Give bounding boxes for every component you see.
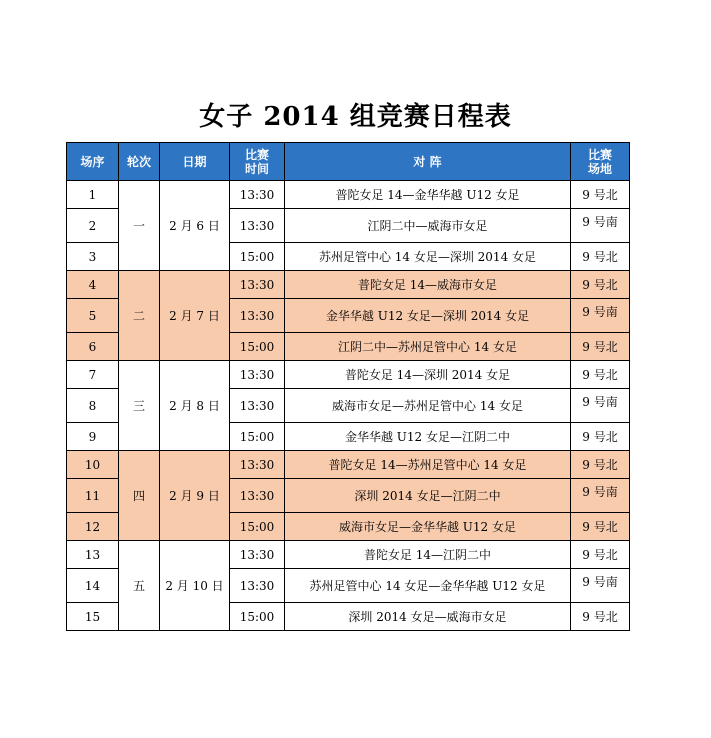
match-no: 2	[67, 209, 119, 243]
header-time-line1: 比赛	[244, 147, 269, 162]
matchup-cell: 深圳 2014 女足—威海市女足	[285, 603, 571, 631]
time-cell: 15:00	[230, 243, 285, 271]
table-row	[67, 181, 630, 209]
date-cell: 2 月 6 日	[160, 181, 230, 271]
table-row	[67, 361, 630, 389]
venue-cell: 9 号南	[571, 569, 630, 603]
time-cell: 13:30	[230, 181, 285, 209]
round-cell: 三	[119, 361, 160, 451]
matchup-cell: 普陀女足 14—威海市女足	[285, 271, 571, 299]
matchup-cell: 深圳 2014 女足—江阴二中	[285, 479, 571, 513]
time-cell: 13:30	[230, 569, 285, 603]
match-no: 14	[67, 569, 119, 603]
match-no: 4	[67, 271, 119, 299]
match-no: 11	[67, 479, 119, 513]
schedule-table	[66, 142, 630, 631]
venue-cell: 9 号南	[571, 299, 630, 333]
time-cell: 13:30	[230, 209, 285, 243]
matchup-cell: 普陀女足 14—深圳 2014 女足	[285, 361, 571, 389]
matchup-cell: 苏州足管中心 14 女足—深圳 2014 女足	[285, 243, 571, 271]
venue-cell: 9 号南	[571, 479, 630, 513]
match-no: 12	[67, 513, 119, 541]
header-date: 日期	[160, 143, 230, 181]
header-round: 轮次	[119, 143, 160, 181]
venue-cell: 9 号北	[571, 271, 630, 299]
match-no: 1	[67, 181, 119, 209]
header-venue-line2: 场地	[587, 161, 612, 176]
matchup-cell: 威海市女足—苏州足管中心 14 女足	[285, 389, 571, 423]
matchup-cell: 苏州足管中心 14 女足—金华华越 U12 女足	[285, 569, 571, 603]
time-cell: 15:00	[230, 513, 285, 541]
matchup-cell: 普陀女足 14—金华华越 U12 女足	[285, 181, 571, 209]
matchup-cell: 普陀女足 14—江阴二中	[285, 541, 571, 569]
header-match-no: 场序	[67, 143, 119, 181]
time-cell: 13:30	[230, 299, 285, 333]
matchup-cell: 江阴二中—威海市女足	[285, 209, 571, 243]
venue-cell: 9 号北	[571, 361, 630, 389]
time-cell: 13:30	[230, 541, 285, 569]
venue-cell: 9 号北	[571, 603, 630, 631]
date-cell: 2 月 9 日	[160, 451, 230, 541]
match-no: 8	[67, 389, 119, 423]
round-cell: 二	[119, 271, 160, 361]
venue-cell: 9 号北	[571, 181, 630, 209]
match-no: 10	[67, 451, 119, 479]
venue-cell: 9 号北	[571, 541, 630, 569]
header-time	[230, 143, 285, 181]
match-no: 3	[67, 243, 119, 271]
match-no: 7	[67, 361, 119, 389]
time-cell: 13:30	[230, 451, 285, 479]
page-title: 女子 2014 组竞赛日程表	[199, 102, 512, 132]
venue-cell: 9 号北	[571, 513, 630, 541]
time-cell: 15:00	[230, 603, 285, 631]
table-row	[67, 271, 630, 299]
round-cell: 四	[119, 451, 160, 541]
time-cell: 13:30	[230, 479, 285, 513]
venue-cell: 9 号北	[571, 243, 630, 271]
match-no: 9	[67, 423, 119, 451]
matchup-cell: 普陀女足 14—苏州足管中心 14 女足	[285, 451, 571, 479]
venue-cell: 9 号南	[571, 209, 630, 243]
time-cell: 13:30	[230, 271, 285, 299]
date-cell: 2 月 8 日	[160, 361, 230, 451]
matchup-cell: 江阴二中—苏州足管中心 14 女足	[285, 333, 571, 361]
header-time-line2: 时间	[244, 161, 269, 176]
table-row	[67, 541, 630, 569]
match-no: 15	[67, 603, 119, 631]
venue-cell: 9 号北	[571, 333, 630, 361]
table-row	[67, 451, 630, 479]
date-cell: 2 月 7 日	[160, 271, 230, 361]
match-no: 13	[67, 541, 119, 569]
matchup-cell: 金华华越 U12 女足—江阴二中	[285, 423, 571, 451]
round-cell: 一	[119, 181, 160, 271]
time-cell: 15:00	[230, 333, 285, 361]
time-cell: 13:30	[230, 361, 285, 389]
time-cell: 15:00	[230, 423, 285, 451]
match-no: 6	[67, 333, 119, 361]
time-cell: 13:30	[230, 389, 285, 423]
round-cell: 五	[119, 541, 160, 631]
matchup-cell: 威海市女足—金华华越 U12 女足	[285, 513, 571, 541]
venue-cell: 9 号南	[571, 389, 630, 423]
header-venue	[571, 143, 630, 181]
header-venue-line1: 比赛	[587, 147, 612, 162]
venue-cell: 9 号北	[571, 451, 630, 479]
matchup-cell: 金华华越 U12 女足—深圳 2014 女足	[285, 299, 571, 333]
date-cell: 2 月 10 日	[160, 541, 230, 631]
header-matchup: 对 阵	[285, 143, 571, 181]
venue-cell: 9 号北	[571, 423, 630, 451]
table-header-row	[67, 143, 630, 181]
match-no: 5	[67, 299, 119, 333]
